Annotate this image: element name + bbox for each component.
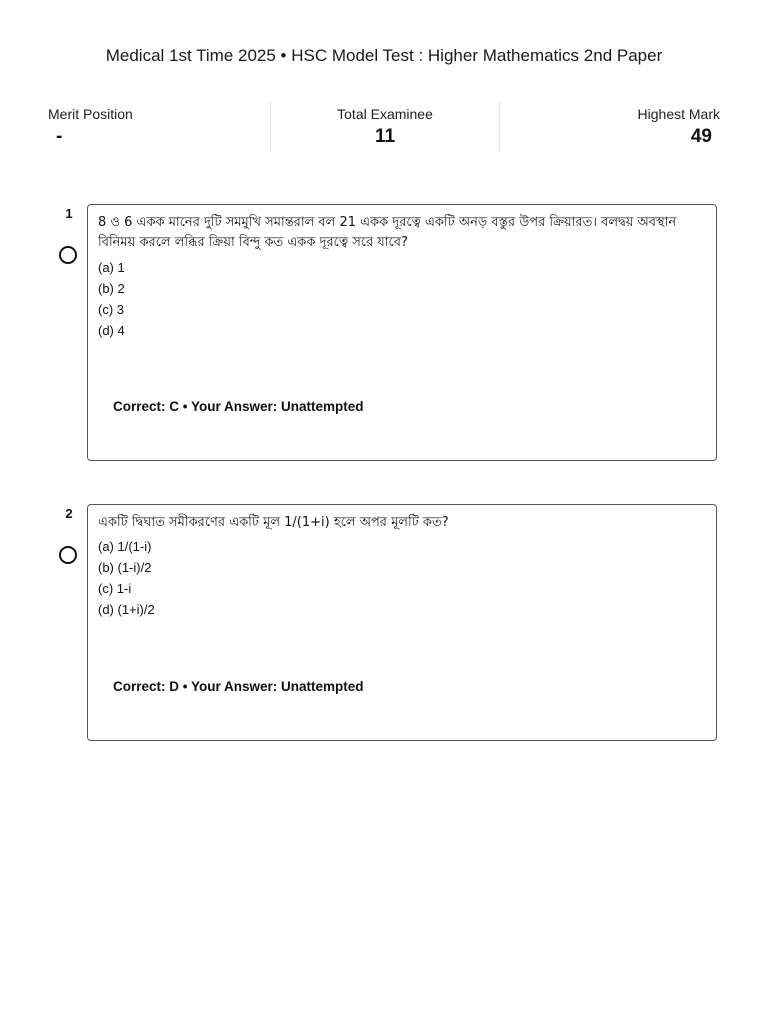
question-number: 1 <box>65 206 73 221</box>
option-a[interactable]: (a) 1 <box>98 260 125 275</box>
answer-radio[interactable] <box>59 246 77 264</box>
question-text: একটি দ্বিঘাত সমীকরণের একটি মূল 1/(1+i) হলে অপর মূলটি কত? <box>98 515 449 530</box>
page-title: Medical 1st Time 2025 • HSC Model Test : Higher Mathematics 2nd Paper <box>105 46 663 65</box>
option-b[interactable]: (b) (1-i)/2 <box>98 560 152 575</box>
option-list <box>98 536 155 620</box>
question-number: 2 <box>65 506 73 521</box>
option-d[interactable]: (d) (1+i)/2 <box>98 602 155 617</box>
highest-mark-value: 49 <box>690 126 712 147</box>
total-examinee-stat <box>270 102 500 152</box>
option-list <box>98 257 125 341</box>
question-card <box>87 204 717 461</box>
total-examinee-value: 11 <box>374 126 396 147</box>
option-a[interactable]: (a) 1/(1-i) <box>98 539 152 554</box>
question-text: 8 ও 6 একক মানের দুটি সমমুখি সমান্তরাল বল 21 একক দূরত্বে একটি অনড় বস্তুর উপর ক্রিয়ারত। বলদ্বয় অবস্থান বিনিময় করলে লব্ধির ক্রিয়া বিন্দু কত একক দূরত্বে সরে যাবে? <box>98 215 677 250</box>
question-card <box>87 504 717 741</box>
answer-radio[interactable] <box>59 546 77 564</box>
merit-position-stat <box>48 102 270 152</box>
stats-bar <box>48 102 720 152</box>
highest-mark-stat <box>498 102 720 152</box>
option-c[interactable]: (c) 3 <box>98 302 124 317</box>
total-examinee-label: Total Examinee <box>337 106 433 122</box>
option-c[interactable]: (c) 1-i <box>98 581 132 596</box>
option-d[interactable]: (d) 4 <box>98 323 125 338</box>
answer-result: Correct: C • Your Answer: Unattempted <box>113 399 364 414</box>
option-b[interactable]: (b) 2 <box>98 281 125 296</box>
merit-position-value: - <box>56 126 63 147</box>
answer-result: Correct: D • Your Answer: Unattempted <box>113 679 364 694</box>
highest-mark-label: Highest Mark <box>637 106 720 122</box>
merit-position-label: Merit Position <box>48 106 133 122</box>
